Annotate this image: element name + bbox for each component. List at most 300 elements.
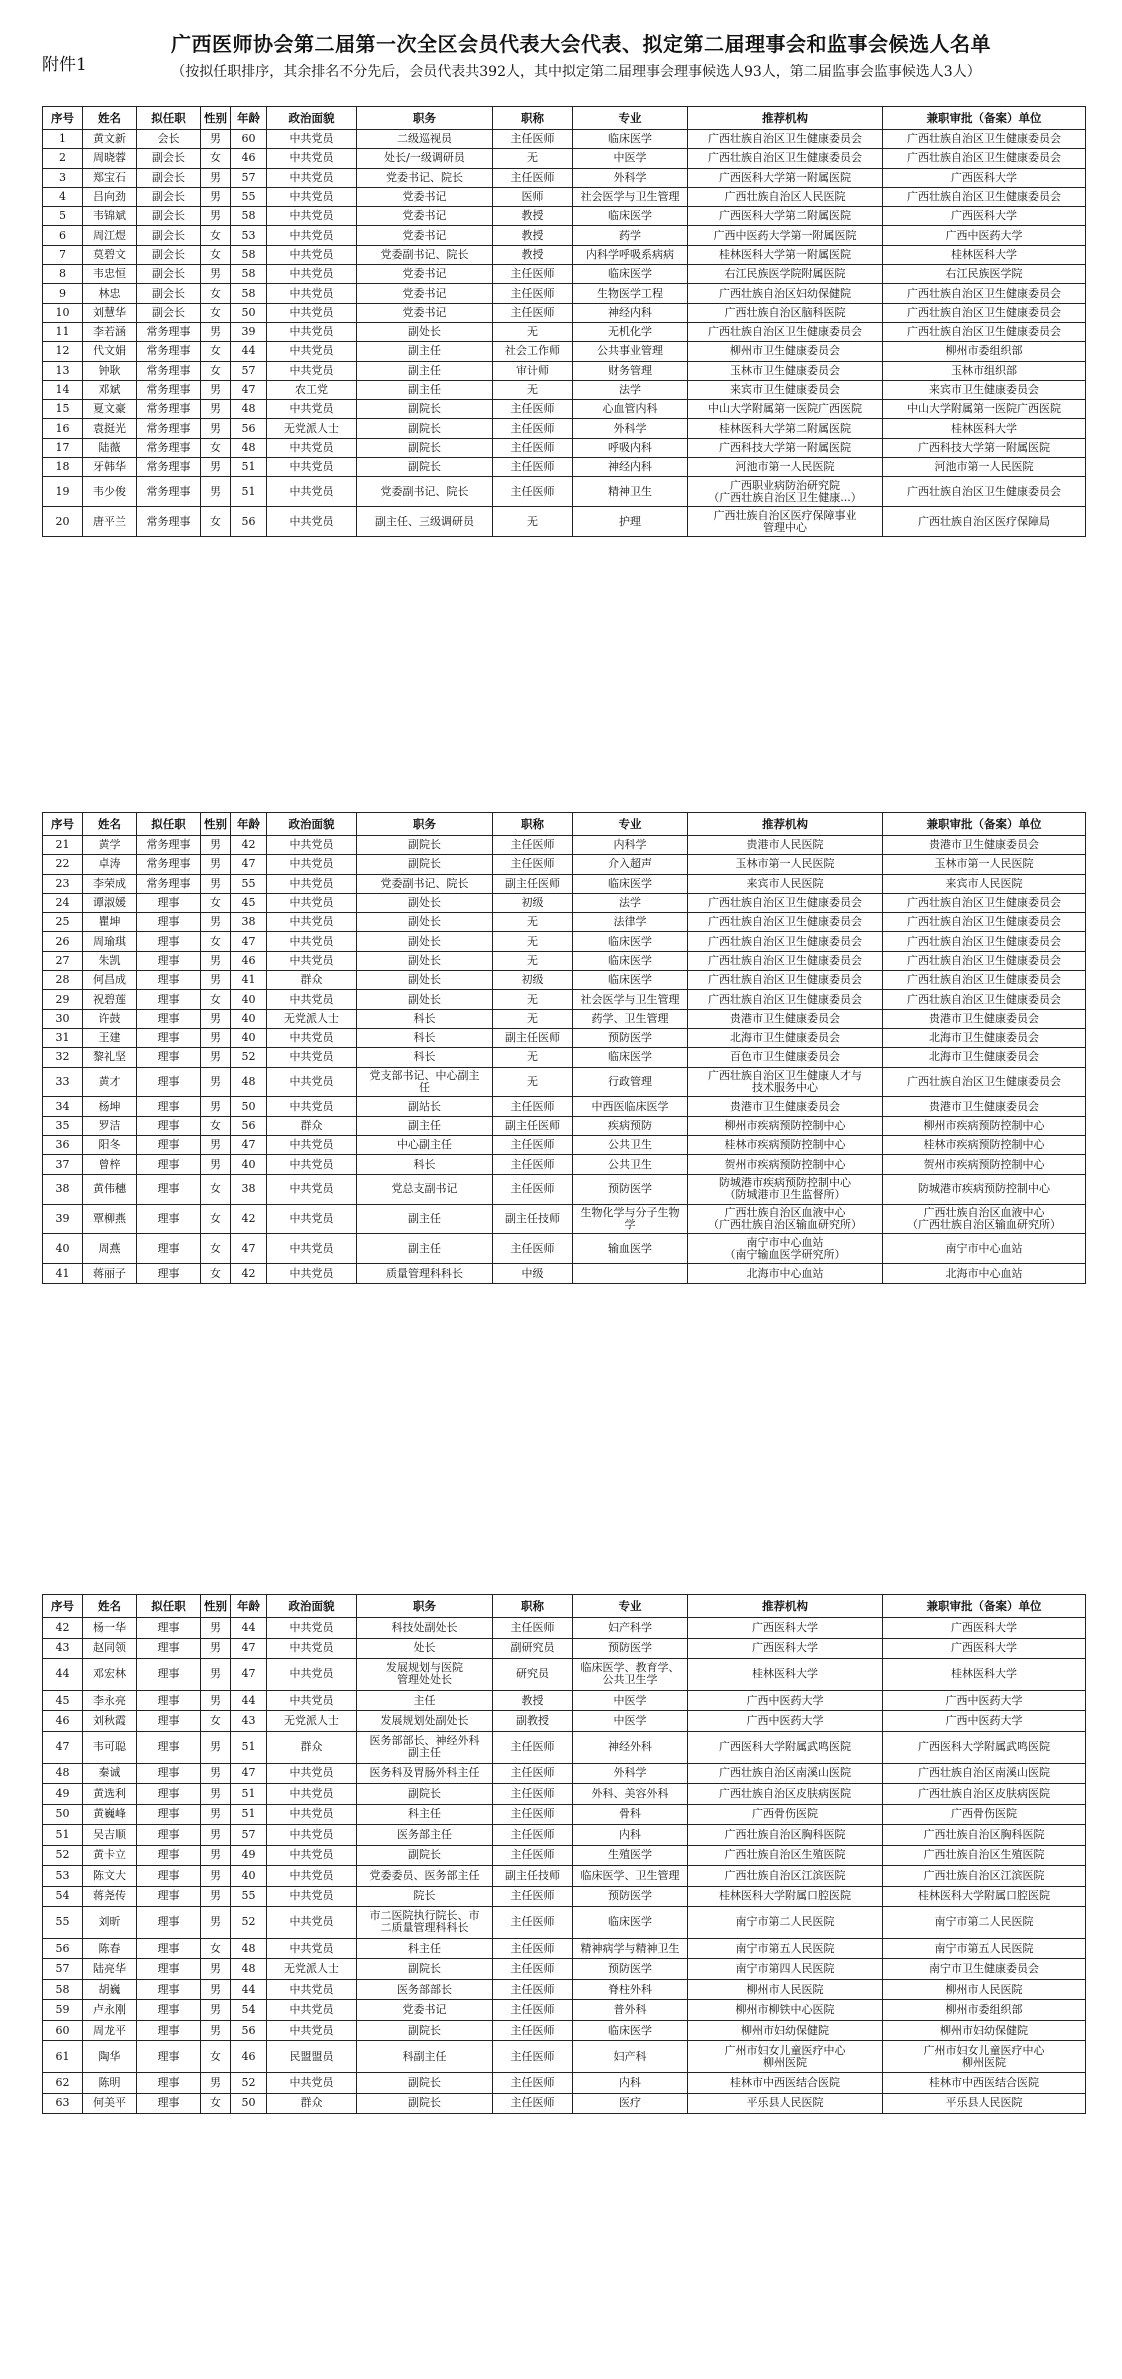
cell-role: 理事 xyxy=(137,1763,201,1784)
table-row xyxy=(43,1886,1086,1907)
cell-major: 法学 xyxy=(573,380,688,399)
cell-age: 57 xyxy=(231,361,267,380)
cell-major: 脊柱外科 xyxy=(573,1979,688,2000)
cell-role: 理事 xyxy=(137,2000,201,2021)
cell-major: 内科 xyxy=(573,1825,688,1846)
cell-approval-unit: 广西壮族自治区血液中心 （广西壮族自治区输血研究所） xyxy=(883,1204,1086,1234)
cell-major: 外科学 xyxy=(573,419,688,438)
cell-index: 20 xyxy=(43,507,83,537)
cell-recommending-org: 玉林市第一人民医院 xyxy=(688,855,883,874)
cell-role: 理事 xyxy=(137,932,201,951)
cell-sex: 男 xyxy=(201,1763,231,1784)
cell-recommending-org: 广西壮族自治区卫生健康委员会 xyxy=(688,322,883,341)
cell-political-status: 中共党员 xyxy=(267,1204,357,1234)
table-row xyxy=(43,932,1086,951)
cell-position: 副主任 xyxy=(357,1116,493,1135)
cell-position: 党委书记 xyxy=(357,226,493,245)
cell-major xyxy=(573,1264,688,1283)
cell-political-status: 群众 xyxy=(267,1731,357,1763)
cell-role: 理事 xyxy=(137,1048,201,1067)
cell-index: 10 xyxy=(43,303,83,322)
cell-recommending-org: 广西中医药大学 xyxy=(688,1690,883,1711)
cell-approval-unit: 广西壮族自治区江滨医院 xyxy=(883,1866,1086,1887)
cell-sex: 女 xyxy=(201,245,231,264)
cell-title: 教授 xyxy=(493,245,573,264)
table-row xyxy=(43,1959,1086,1980)
cell-position: 副处长 xyxy=(357,893,493,912)
table-row xyxy=(43,1155,1086,1174)
cell-name: 刘秋霞 xyxy=(83,1711,137,1732)
cell-position: 市二医院执行院长、市 二质量管理科科长 xyxy=(357,1907,493,1939)
cell-approval-unit: 桂林市中西医结合医院 xyxy=(883,2073,1086,2094)
cell-index: 3 xyxy=(43,168,83,187)
cell-title: 副主任医师 xyxy=(493,1028,573,1047)
cell-recommending-org: 贵港市人民医院 xyxy=(688,836,883,855)
cell-major: 外科学 xyxy=(573,168,688,187)
cell-name: 秦诚 xyxy=(83,1763,137,1784)
cell-name: 陈文大 xyxy=(83,1866,137,1887)
cell-major: 公共事业管理 xyxy=(573,342,688,361)
cell-approval-unit: 柳州市疾病预防控制中心 xyxy=(883,1116,1086,1135)
cell-role: 理事 xyxy=(137,1097,201,1116)
cell-age: 40 xyxy=(231,1155,267,1174)
cell-political-status: 中共党员 xyxy=(267,438,357,457)
cell-position: 副院长 xyxy=(357,458,493,477)
cell-major: 临床医学 xyxy=(573,130,688,149)
cell-index: 35 xyxy=(43,1116,83,1135)
cell-age: 57 xyxy=(231,168,267,187)
cell-title: 主任医师 xyxy=(493,2000,573,2021)
column-header-sex: 性别 xyxy=(201,1595,231,1618)
cell-recommending-org: 广西职业病防治研究院 （广西壮族自治区卫生健康...） xyxy=(688,477,883,507)
cell-name: 李荣成 xyxy=(83,874,137,893)
cell-name: 袁挺光 xyxy=(83,419,137,438)
cell-political-status: 中共党员 xyxy=(267,1638,357,1659)
cell-recommending-org: 南宁市第四人民医院 xyxy=(688,1959,883,1980)
cell-index: 56 xyxy=(43,1938,83,1959)
cell-political-status: 中共党员 xyxy=(267,1618,357,1639)
table-row xyxy=(43,168,1086,187)
cell-recommending-org: 广西壮族自治区卫生健康委员会 xyxy=(688,990,883,1009)
cell-age: 42 xyxy=(231,836,267,855)
table-row xyxy=(43,361,1086,380)
cell-sex: 男 xyxy=(201,207,231,226)
cell-political-status: 中共党员 xyxy=(267,913,357,932)
cell-major: 药学、卫生管理 xyxy=(573,1009,688,1028)
cell-role: 副会长 xyxy=(137,168,201,187)
cell-recommending-org: 桂林医科大学 xyxy=(688,1659,883,1691)
cell-role: 常务理事 xyxy=(137,342,201,361)
cell-index: 60 xyxy=(43,2020,83,2041)
cell-name: 阳冬 xyxy=(83,1136,137,1155)
cell-sex: 女 xyxy=(201,149,231,168)
cell-title: 教授 xyxy=(493,226,573,245)
cell-role: 理事 xyxy=(137,1711,201,1732)
cell-sex: 男 xyxy=(201,1028,231,1047)
cell-age: 41 xyxy=(231,971,267,990)
cell-role: 副会长 xyxy=(137,187,201,206)
cell-age: 58 xyxy=(231,265,267,284)
cell-role: 副会长 xyxy=(137,284,201,303)
cell-sex: 女 xyxy=(201,284,231,303)
cell-major: 临床医学 xyxy=(573,951,688,970)
cell-major: 内科学 xyxy=(573,836,688,855)
cell-position: 党委书记 xyxy=(357,207,493,226)
cell-age: 45 xyxy=(231,893,267,912)
cell-title: 主任医师 xyxy=(493,1234,573,1264)
cell-recommending-org: 来宾市卫生健康委员会 xyxy=(688,380,883,399)
cell-index: 17 xyxy=(43,438,83,457)
cell-political-status: 中共党员 xyxy=(267,477,357,507)
cell-recommending-org: 广西医科大学 xyxy=(688,1618,883,1639)
cell-position: 副主任 xyxy=(357,380,493,399)
cell-sex: 女 xyxy=(201,1116,231,1135)
cell-role: 理事 xyxy=(137,1845,201,1866)
cell-approval-unit: 桂林医科大学附属口腔医院 xyxy=(883,1886,1086,1907)
table-row xyxy=(43,2041,1086,2073)
cell-sex: 男 xyxy=(201,1886,231,1907)
cell-role: 常务理事 xyxy=(137,458,201,477)
cell-approval-unit: 广西壮族自治区卫生健康委员会 xyxy=(883,303,1086,322)
cell-name: 黄选利 xyxy=(83,1784,137,1805)
cell-recommending-org: 桂林医科大学第二附属医院 xyxy=(688,419,883,438)
cell-sex: 女 xyxy=(201,507,231,537)
cell-political-status: 中共党员 xyxy=(267,1097,357,1116)
cell-index: 22 xyxy=(43,855,83,874)
cell-name: 许鼓 xyxy=(83,1009,137,1028)
cell-major: 临床医学 xyxy=(573,2020,688,2041)
cell-recommending-org: 贺州市疾病预防控制中心 xyxy=(688,1155,883,1174)
table-row xyxy=(43,1825,1086,1846)
cell-approval-unit: 广西壮族自治区卫生健康委员会 xyxy=(883,284,1086,303)
cell-name: 胡巍 xyxy=(83,1979,137,2000)
cell-sex: 女 xyxy=(201,1204,231,1234)
cell-position: 党委书记 xyxy=(357,2000,493,2021)
cell-political-status: 中共党员 xyxy=(267,322,357,341)
column-header-age: 年龄 xyxy=(231,1595,267,1618)
cell-position: 副院长 xyxy=(357,836,493,855)
cell-title: 主任医师 xyxy=(493,265,573,284)
cell-sex: 女 xyxy=(201,893,231,912)
cell-title: 无 xyxy=(493,149,573,168)
cell-index: 39 xyxy=(43,1204,83,1234)
cell-recommending-org: 广西壮族自治区卫生健康委员会 xyxy=(688,951,883,970)
cell-sex: 男 xyxy=(201,2020,231,2041)
cell-title: 主任医师 xyxy=(493,2041,573,2073)
cell-approval-unit: 广西壮族自治区胸科医院 xyxy=(883,1825,1086,1846)
cell-recommending-org: 贵港市卫生健康委员会 xyxy=(688,1097,883,1116)
column-header-major: 专业 xyxy=(573,107,688,130)
cell-political-status: 无党派人士 xyxy=(267,1711,357,1732)
cell-name: 钟耿 xyxy=(83,361,137,380)
cell-role: 理事 xyxy=(137,1784,201,1805)
cell-approval-unit: 广西壮族自治区卫生健康委员会 xyxy=(883,130,1086,149)
cell-sex: 男 xyxy=(201,1048,231,1067)
cell-political-status: 中共党员 xyxy=(267,207,357,226)
cell-recommending-org: 广西壮族自治区妇幼保健院 xyxy=(688,284,883,303)
cell-approval-unit: 广西壮族自治区卫生健康委员会 xyxy=(883,322,1086,341)
cell-recommending-org: 广西壮族自治区脑科医院 xyxy=(688,303,883,322)
cell-name: 李永亮 xyxy=(83,1690,137,1711)
cell-age: 47 xyxy=(231,1659,267,1691)
cell-title: 教授 xyxy=(493,207,573,226)
cell-role: 理事 xyxy=(137,1907,201,1939)
cell-sex: 男 xyxy=(201,1618,231,1639)
cell-age: 56 xyxy=(231,2020,267,2041)
cell-sex: 男 xyxy=(201,168,231,187)
cell-title: 主任医师 xyxy=(493,2093,573,2114)
cell-sex: 女 xyxy=(201,226,231,245)
cell-approval-unit: 南宁市第五人民医院 xyxy=(883,1938,1086,1959)
cell-approval-unit: 广西医科大学 xyxy=(883,207,1086,226)
cell-title: 初级 xyxy=(493,971,573,990)
column-header-political-status: 政治面貌 xyxy=(267,1595,357,1618)
cell-name: 黄文新 xyxy=(83,130,137,149)
cell-position: 党总支副书记 xyxy=(357,1174,493,1204)
cell-index: 6 xyxy=(43,226,83,245)
cell-position: 副院长 xyxy=(357,1959,493,1980)
cell-major: 普外科 xyxy=(573,2000,688,2021)
cell-approval-unit: 广西壮族自治区卫生健康委员会 xyxy=(883,477,1086,507)
cell-age: 55 xyxy=(231,187,267,206)
cell-index: 15 xyxy=(43,400,83,419)
cell-role: 理事 xyxy=(137,1136,201,1155)
cell-political-status: 无党派人士 xyxy=(267,419,357,438)
cell-age: 44 xyxy=(231,1979,267,2000)
column-header-role: 拟任职 xyxy=(137,1595,201,1618)
cell-sex: 男 xyxy=(201,419,231,438)
cell-position: 副院长 xyxy=(357,438,493,457)
cell-title: 主任医师 xyxy=(493,2073,573,2094)
cell-recommending-org: 广西骨伤医院 xyxy=(688,1804,883,1825)
cell-approval-unit: 南宁市第二人民医院 xyxy=(883,1907,1086,1939)
cell-sex: 女 xyxy=(201,2041,231,2073)
cell-position: 处长/一级调研员 xyxy=(357,149,493,168)
table-row xyxy=(43,1938,1086,1959)
cell-name: 李若涵 xyxy=(83,322,137,341)
cell-name: 唐平兰 xyxy=(83,507,137,537)
cell-political-status: 民盟盟员 xyxy=(267,2041,357,2073)
cell-index: 18 xyxy=(43,458,83,477)
cell-approval-unit: 中山大学附属第一医院广西医院 xyxy=(883,400,1086,419)
cell-index: 42 xyxy=(43,1618,83,1639)
cell-index: 57 xyxy=(43,1959,83,1980)
cell-political-status: 中共党员 xyxy=(267,1155,357,1174)
column-header-name: 姓名 xyxy=(83,107,137,130)
cell-index: 21 xyxy=(43,836,83,855)
column-header-sex: 性别 xyxy=(201,107,231,130)
document-subtitle: （按拟任职排序，其余排名不分先后，会员代表共392人，其中拟定第二届理事会理事候选人93人，第二届监事会监事候选人3人） xyxy=(171,64,981,80)
cell-approval-unit: 广西科技大学第一附属医院 xyxy=(883,438,1086,457)
table-row xyxy=(43,1638,1086,1659)
cell-sex: 男 xyxy=(201,187,231,206)
table-row xyxy=(43,1690,1086,1711)
cell-role: 常务理事 xyxy=(137,380,201,399)
table-row xyxy=(43,2000,1086,2021)
cell-political-status: 中共党员 xyxy=(267,2073,357,2094)
table-row xyxy=(43,187,1086,206)
cell-role: 理事 xyxy=(137,2073,201,2094)
column-header-position: 职务 xyxy=(357,107,493,130)
cell-major: 临床医学 xyxy=(573,207,688,226)
cell-major: 临床医学、教育学、 公共卫生学 xyxy=(573,1659,688,1691)
cell-age: 46 xyxy=(231,149,267,168)
table-row xyxy=(43,1763,1086,1784)
cell-sex: 男 xyxy=(201,1155,231,1174)
cell-role: 理事 xyxy=(137,990,201,1009)
cell-age: 58 xyxy=(231,284,267,303)
cell-approval-unit: 柳州市人民医院 xyxy=(883,1979,1086,2000)
cell-title: 主任医师 xyxy=(493,1155,573,1174)
cell-political-status: 中共党员 xyxy=(267,1067,357,1097)
cell-age: 55 xyxy=(231,1886,267,1907)
cell-approval-unit: 广西壮族自治区卫生健康委员会 xyxy=(883,990,1086,1009)
cell-name: 蒋丽子 xyxy=(83,1264,137,1283)
cell-political-status: 中共党员 xyxy=(267,130,357,149)
cell-title: 主任医师 xyxy=(493,1136,573,1155)
table-row xyxy=(43,1028,1086,1047)
cell-role: 常务理事 xyxy=(137,836,201,855)
cell-role: 理事 xyxy=(137,1804,201,1825)
cell-role: 理事 xyxy=(137,1638,201,1659)
column-header-age: 年龄 xyxy=(231,813,267,836)
cell-political-status: 中共党员 xyxy=(267,458,357,477)
cell-major: 妇产科学 xyxy=(573,1618,688,1639)
cell-major: 心血管内科 xyxy=(573,400,688,419)
cell-age: 49 xyxy=(231,1845,267,1866)
cell-political-status: 中共党员 xyxy=(267,1979,357,2000)
cell-recommending-org: 广西医科大学附属武鸣医院 xyxy=(688,1731,883,1763)
cell-major: 临床医学、卫生管理 xyxy=(573,1866,688,1887)
cell-sex: 男 xyxy=(201,1638,231,1659)
cell-index: 1 xyxy=(43,130,83,149)
cell-major: 社会医学与卫生管理 xyxy=(573,187,688,206)
cell-position: 副主任 xyxy=(357,1204,493,1234)
cell-major: 公共卫生 xyxy=(573,1155,688,1174)
cell-name: 曾梓 xyxy=(83,1155,137,1174)
cell-role: 理事 xyxy=(137,1659,201,1691)
cell-age: 51 xyxy=(231,1784,267,1805)
cell-sex: 男 xyxy=(201,458,231,477)
cell-title: 主任医师 xyxy=(493,1731,573,1763)
table-row xyxy=(43,893,1086,912)
cell-approval-unit: 广西壮族自治区皮肤病医院 xyxy=(883,1784,1086,1805)
member-table-3 xyxy=(42,1594,1085,2114)
cell-recommending-org: 柳州市妇幼保健院 xyxy=(688,2020,883,2041)
cell-recommending-org: 广西壮族自治区卫生健康委员会 xyxy=(688,971,883,990)
cell-position: 副处长 xyxy=(357,951,493,970)
cell-recommending-org: 广西壮族自治区卫生健康委员会 xyxy=(688,913,883,932)
table-row xyxy=(43,130,1086,149)
cell-role: 理事 xyxy=(137,1731,201,1763)
cell-title: 教授 xyxy=(493,1690,573,1711)
cell-approval-unit: 南宁市中心血站 xyxy=(883,1234,1086,1264)
cell-position: 科长 xyxy=(357,1048,493,1067)
cell-position: 科主任 xyxy=(357,1804,493,1825)
table-row xyxy=(43,438,1086,457)
cell-name: 韦少俊 xyxy=(83,477,137,507)
cell-index: 43 xyxy=(43,1638,83,1659)
cell-age: 47 xyxy=(231,1234,267,1264)
cell-approval-unit: 广西壮族自治区卫生健康委员会 xyxy=(883,913,1086,932)
cell-age: 52 xyxy=(231,1048,267,1067)
cell-approval-unit: 贵港市卫生健康委员会 xyxy=(883,1097,1086,1116)
cell-recommending-org: 中山大学附属第一医院广西医院 xyxy=(688,400,883,419)
cell-title: 主任医师 xyxy=(493,1845,573,1866)
cell-age: 52 xyxy=(231,1907,267,1939)
cell-major: 行政管理 xyxy=(573,1067,688,1097)
cell-sex: 男 xyxy=(201,1866,231,1887)
cell-position: 科长 xyxy=(357,1155,493,1174)
cell-index: 34 xyxy=(43,1097,83,1116)
cell-recommending-org: 北海市中心血站 xyxy=(688,1264,883,1283)
column-header-role: 拟任职 xyxy=(137,813,201,836)
cell-approval-unit: 南宁市卫生健康委员会 xyxy=(883,1959,1086,1980)
cell-index: 11 xyxy=(43,322,83,341)
cell-name: 黎礼坚 xyxy=(83,1048,137,1067)
cell-index: 4 xyxy=(43,187,83,206)
cell-title: 无 xyxy=(493,951,573,970)
cell-position: 发展规划与医院 管理处处长 xyxy=(357,1659,493,1691)
member-table-2 xyxy=(42,812,1085,1284)
cell-title: 副研究员 xyxy=(493,1638,573,1659)
cell-political-status: 中共党员 xyxy=(267,1907,357,1939)
cell-index: 8 xyxy=(43,265,83,284)
cell-political-status: 群众 xyxy=(267,2093,357,2114)
cell-recommending-org: 贵港市卫生健康委员会 xyxy=(688,1009,883,1028)
cell-title: 社会工作师 xyxy=(493,342,573,361)
cell-approval-unit: 广西壮族自治区卫生健康委员会 xyxy=(883,893,1086,912)
cell-approval-unit: 广西骨伤医院 xyxy=(883,1804,1086,1825)
cell-recommending-org: 广州市妇女儿童医疗中心 柳州医院 xyxy=(688,2041,883,2073)
cell-index: 7 xyxy=(43,245,83,264)
cell-major: 精神卫生 xyxy=(573,477,688,507)
cell-age: 47 xyxy=(231,932,267,951)
cell-index: 25 xyxy=(43,913,83,932)
table-row xyxy=(43,1067,1086,1097)
table-row xyxy=(43,1907,1086,1939)
cell-age: 48 xyxy=(231,1938,267,1959)
cell-role: 理事 xyxy=(137,1174,201,1204)
cell-index: 52 xyxy=(43,1845,83,1866)
cell-role: 常务理事 xyxy=(137,874,201,893)
cell-major: 妇产科 xyxy=(573,2041,688,2073)
cell-position: 副主任 xyxy=(357,342,493,361)
cell-title: 主任医师 xyxy=(493,855,573,874)
cell-sex: 男 xyxy=(201,1825,231,1846)
table-row xyxy=(43,1116,1086,1135)
cell-title: 主任医师 xyxy=(493,1825,573,1846)
cell-name: 吴吉顺 xyxy=(83,1825,137,1846)
cell-recommending-org: 柳州市卫生健康委员会 xyxy=(688,342,883,361)
cell-name: 周燕 xyxy=(83,1234,137,1264)
cell-age: 43 xyxy=(231,1711,267,1732)
cell-position: 副处长 xyxy=(357,913,493,932)
cell-position: 中心副主任 xyxy=(357,1136,493,1155)
cell-major: 神经外科 xyxy=(573,1731,688,1763)
column-header-index: 序号 xyxy=(43,1595,83,1618)
cell-major: 预防医学 xyxy=(573,1959,688,1980)
cell-name: 蒋尧传 xyxy=(83,1886,137,1907)
cell-recommending-org: 桂林市疾病预防控制中心 xyxy=(688,1136,883,1155)
column-header-political-status: 政治面貌 xyxy=(267,813,357,836)
cell-recommending-org: 来宾市人民医院 xyxy=(688,874,883,893)
cell-sex: 男 xyxy=(201,874,231,893)
table-row xyxy=(43,400,1086,419)
cell-major: 介入超声 xyxy=(573,855,688,874)
cell-recommending-org: 广西壮族自治区生殖医院 xyxy=(688,1845,883,1866)
cell-sex: 男 xyxy=(201,836,231,855)
